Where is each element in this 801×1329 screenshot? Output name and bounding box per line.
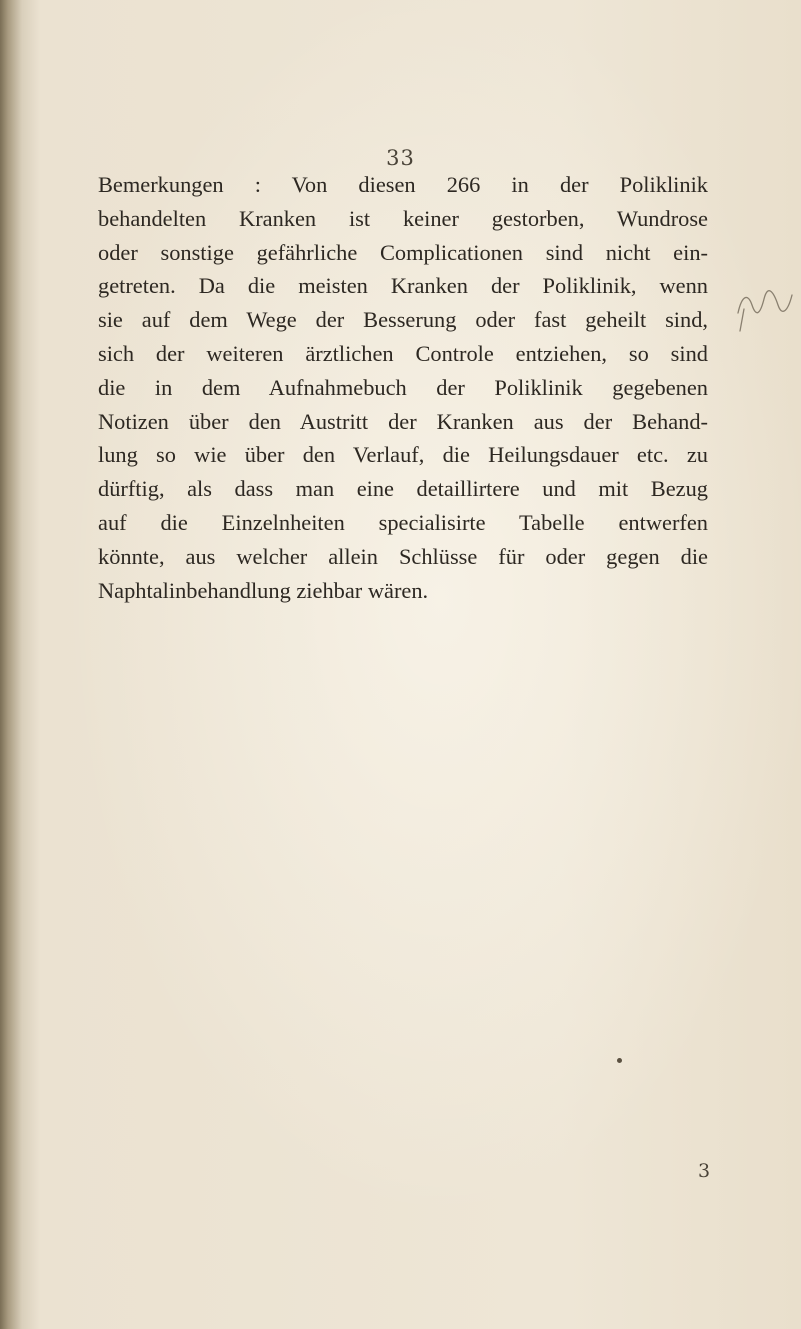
text-line: lung so wie über den Verlauf, die Heilungsdauer etc. zu xyxy=(98,442,708,468)
text-line: behandelten Kranken ist keiner gestorben, Wundrose xyxy=(98,205,708,231)
text-line: oder sonstige gefährliche Complicationen sind nicht ein- xyxy=(98,239,708,265)
text-line: dürftig, als dass man eine detaillirtere und mit Bezug xyxy=(98,476,708,502)
text-line: Bemerkungen : Von diesen 266 in der Poliklinik xyxy=(98,172,708,197)
text-line: Notizen über den Austritt der Kranken aus der Behand- xyxy=(98,408,708,434)
text-line: auf die Einzelnheiten specialisirte Tabelle entwerfen xyxy=(98,509,708,535)
text-line: Naphtalinbehandlung ziehbar wären. xyxy=(98,577,429,603)
page-number: 33 xyxy=(386,146,415,170)
handwritten-scribble-icon xyxy=(730,275,800,335)
body-paragraph xyxy=(98,168,708,607)
text-line: könnte, aus welcher allein Schlüsse für oder gegen die xyxy=(98,543,708,569)
text-line: sich der weiteren ärztlichen Controle entziehen, so sind xyxy=(98,340,708,366)
ink-spot xyxy=(617,1058,622,1063)
signature-mark: 3 xyxy=(698,1160,711,1182)
text-line: getreten. Da die meisten Kranken der Poliklinik, wenn xyxy=(98,273,708,299)
text-line: die in dem Aufnahmebuch der Poliklinik gegebenen xyxy=(98,374,708,400)
text-line: sie auf dem Wege der Besserung oder fast geheilt sind, xyxy=(98,307,708,333)
